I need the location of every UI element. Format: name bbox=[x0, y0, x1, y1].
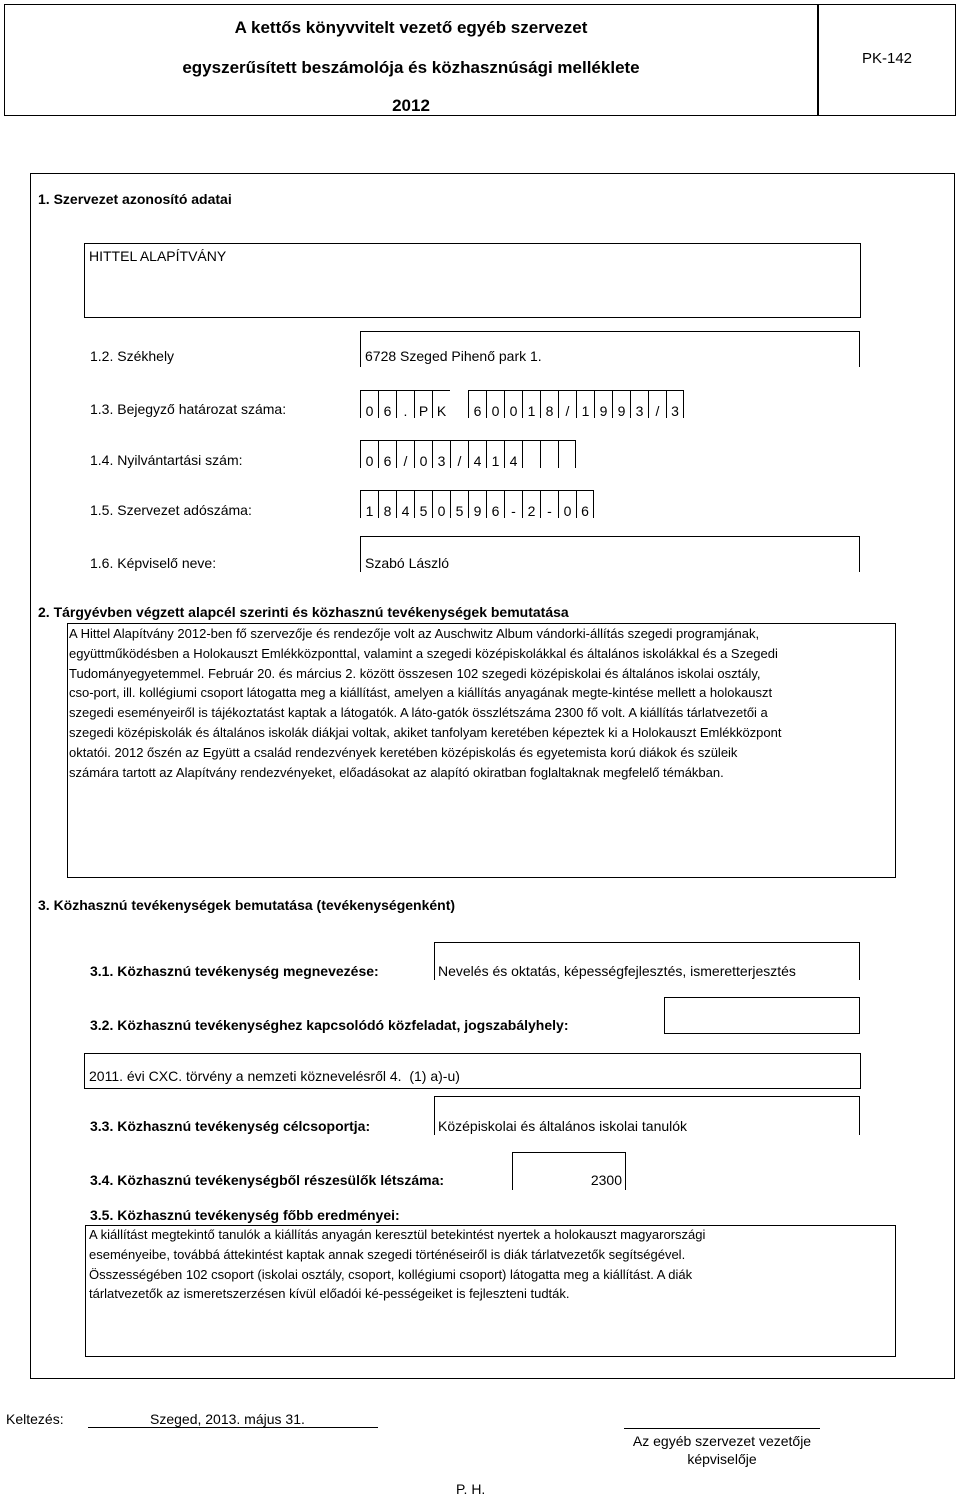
registration-char: P bbox=[414, 390, 432, 418]
date-value: Szeged, 2013. május 31. bbox=[150, 1411, 305, 1427]
registry-char: 0 bbox=[414, 440, 432, 468]
law-value: 2011. évi CXC. törvény a nemzeti köznevelésről 4. (1) a)-u) bbox=[89, 1068, 460, 1084]
rep-value: Szabó László bbox=[365, 555, 450, 571]
activity-name-value: Nevelés és oktatás, képességfejlesztés, ismeretterjesztés bbox=[438, 963, 796, 979]
signature-line bbox=[624, 1428, 820, 1429]
registry-char: 0 bbox=[360, 440, 378, 468]
seat-label: 1.2. Székhely bbox=[90, 348, 175, 364]
registration-char: 8 bbox=[540, 390, 558, 418]
registration-char: 1 bbox=[576, 390, 594, 418]
section2-line: szegedi eseményeiről is tájékoztatást kaptak a látogatók. A láto-gatók összlétszáma 2300 fő volt. A kiállítás tárlatvezetői a bbox=[69, 705, 768, 721]
registry-cells bbox=[360, 440, 576, 468]
section2-line: számára tartott az Alapítvány rendezvényeket, előadásokat az alapító okiratban foglaltaknak megfelelő témákban. bbox=[69, 764, 724, 780]
tax-char: 2 bbox=[522, 490, 540, 518]
header-year: 2012 bbox=[392, 96, 430, 115]
registry-char: 3 bbox=[432, 440, 450, 468]
registry-char: 4 bbox=[504, 440, 522, 468]
registry-char: 1 bbox=[486, 440, 504, 468]
section2-text bbox=[69, 624, 899, 782]
tax-char: 4 bbox=[396, 490, 414, 518]
results-label: 3.5. Közhasznú tevékenység főbb eredményei: bbox=[90, 1207, 400, 1223]
registration-char: . bbox=[396, 390, 414, 418]
activity-name-label: 3.1. Közhasznú tevékenység megnevezése: bbox=[90, 963, 379, 979]
target-group-label: 3.3. Közhasznú tevékenység célcsoportja: bbox=[90, 1118, 371, 1134]
section2-line: cso-port, ill. kollégiumi csoport látogatta meg a kiállítást, amelyen a kiállítás anyagának megte-kintése mellett a holokauszt bbox=[69, 685, 773, 701]
participants-label: 3.4. Közhasznú tevékenységből részesülők létszáma: bbox=[90, 1172, 445, 1188]
tax-label: 1.5. Szervezet adószáma: bbox=[90, 502, 252, 518]
org-name: HITTEL ALAPÍTVÁNY bbox=[89, 248, 227, 264]
registry-char bbox=[558, 440, 576, 468]
section3-title: 3. Közhasznú tevékenységek bemutatása (tevékenységenként) bbox=[38, 897, 456, 913]
participants-value: 2300 bbox=[590, 1172, 622, 1188]
registration-char: 1 bbox=[522, 390, 540, 418]
results-line: A kiállítást megtekintő tanulók a kiállítás anyagán keresztül betekintést nyertek a holokauszt magyarországi bbox=[89, 1227, 706, 1242]
registration-char: K bbox=[432, 390, 450, 418]
registration-char: 9 bbox=[594, 390, 612, 418]
header-title-line2: egyszerűsített beszámolója és közhasznúsági melléklete bbox=[182, 58, 640, 77]
registration-char: 0 bbox=[486, 390, 504, 418]
registration-char: 3 bbox=[630, 390, 648, 418]
tax-char: 6 bbox=[576, 490, 594, 518]
tax-char: 8 bbox=[378, 490, 396, 518]
target-group-value: Középiskolai és általános iskolai tanulók bbox=[438, 1118, 688, 1134]
section2-title: 2. Tárgyévben végzett alapcél szerinti és közhasznú tevékenységek bemutatása bbox=[38, 604, 569, 620]
signature-subtitle: képviselője bbox=[687, 1451, 757, 1467]
section2-line: A Hittel Alapítvány 2012-ben fő szervezője és rendezője volt az Auschwitz Album vándorki-állítás szegedi programjának, bbox=[69, 626, 760, 641]
public-task-label: 3.2. Közhasznú tevékenységhez kapcsolódó közfeladat, jogszabályhely: bbox=[90, 1017, 569, 1033]
section2-line: Tudományegyetemmel. Február 20. és március 2. között összesen 102 szegedi középiskolai és általános iskolai osztály, bbox=[69, 665, 761, 681]
tax-char: 1 bbox=[360, 490, 378, 518]
results-text bbox=[89, 1225, 899, 1304]
results-line: tárlatvezetők az ismeretszerzésen kívül előadói ké-pességeiket is fejleszteni tudták. bbox=[89, 1286, 570, 1302]
registration-char bbox=[450, 390, 468, 418]
signature-title: Az egyéb szervezet vezetője bbox=[632, 1433, 812, 1449]
registration-cells bbox=[360, 390, 684, 418]
tax-cells bbox=[360, 490, 594, 518]
stamp-placeholder: P. H. bbox=[456, 1481, 486, 1497]
results-line: eseményeibe, továbbá áttekintést kaptak annak szegedi történéseiről is diák tárlatvezetők segítségével. bbox=[89, 1246, 686, 1262]
registration-char: / bbox=[648, 390, 666, 418]
registration-char: / bbox=[558, 390, 576, 418]
date-underline bbox=[88, 1427, 378, 1428]
section2-line: együttműködésben a Holokauszt Emlékközponttal, valamint a szegedi középiskolákkal és általános iskolákkal és a Szegedi bbox=[69, 645, 778, 661]
results-line: Összességében 102 csoport (iskolai osztály, csoport, kollégiumi csoport) látogatta meg a kiállítást. A diák bbox=[89, 1266, 693, 1282]
registration-char: 9 bbox=[612, 390, 630, 418]
section2-line: oktatói. 2012 őszén az Együtt a család rendezvények keretében középiskolás és egyetemista korú diákok és szüleik bbox=[69, 744, 738, 760]
tax-char: - bbox=[504, 490, 522, 518]
registry-char: 6 bbox=[378, 440, 396, 468]
registry-char bbox=[540, 440, 558, 468]
tax-char: 6 bbox=[486, 490, 504, 518]
date-label: Keltezés: bbox=[6, 1411, 64, 1427]
registry-label: 1.4. Nyilvántartási szám: bbox=[90, 452, 243, 468]
registration-char: 0 bbox=[504, 390, 522, 418]
tax-char: 5 bbox=[450, 490, 468, 518]
registry-char bbox=[522, 440, 540, 468]
registry-char: 4 bbox=[468, 440, 486, 468]
seat-value: 6728 Szeged Pihenő park 1. bbox=[365, 348, 542, 364]
section1-title: 1. Szervezet azonosító adatai bbox=[38, 191, 232, 207]
registration-char: 6 bbox=[378, 390, 396, 418]
section2-line: szegedi középiskolák és általános iskolák diákjai voltak, akiket tanfolyam keretében képeztek ki a Holokauszt Emlékközpont bbox=[69, 724, 782, 740]
rep-label: 1.6. Képviselő neve: bbox=[90, 555, 217, 571]
registration-label: 1.3. Bejegyző határozat száma: bbox=[90, 401, 287, 417]
registry-char: / bbox=[396, 440, 414, 468]
tax-char: 9 bbox=[468, 490, 486, 518]
registration-char: 6 bbox=[468, 390, 486, 418]
registration-char: 0 bbox=[360, 390, 378, 418]
public-task-field bbox=[664, 997, 860, 1034]
form-code: PK-142 bbox=[861, 50, 913, 67]
tax-char: 0 bbox=[432, 490, 450, 518]
tax-char: - bbox=[540, 490, 558, 518]
tax-char: 0 bbox=[558, 490, 576, 518]
registry-char: / bbox=[450, 440, 468, 468]
header-title-line1: A kettős könyvvitelt vezető egyéb szervezet bbox=[234, 18, 588, 37]
registration-char: 3 bbox=[666, 390, 684, 418]
tax-char: 5 bbox=[414, 490, 432, 518]
